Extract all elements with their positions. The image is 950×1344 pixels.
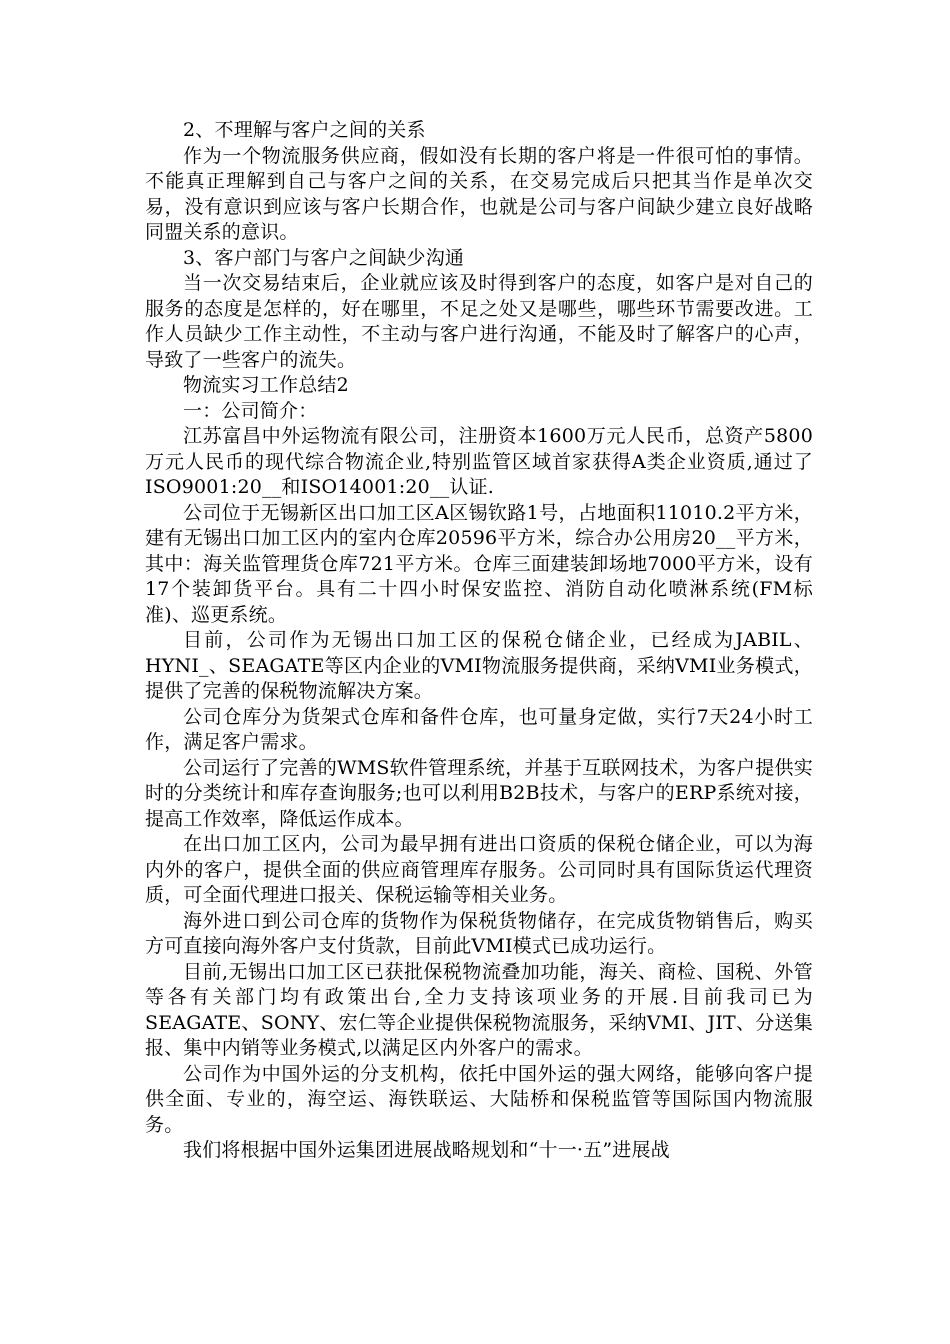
section-heading: 3、客户部门与客户之间缺少沟通 [183,246,465,269]
paragraph: 江苏富昌中外运物流有限公司，注册资本1600万元人民币，总资产5800万元人民币的现代综合物流企业,特别监管区域首家获得A类企业资质,通过了ISO9001:20__和ISO14001:20__认证. [145,425,813,498]
paragraph: 公司运行了完善的WMS软件管理系统，并基于互联网技术，为客户提供实时的分类统计和库存查询服务;也可以利用B2B技术，与客户的ERP系统对接，提高工作效率，降低运作成本。 [145,756,813,830]
paragraph: 作为一个物流服务供应商，假如没有长期的客户将是一件很可怕的事情。不能真正理解到自己与客户之间的关系，在交易完成后只把其当作是单次交易，没有意识到应该与客户长期合作，也就是公司与客户间缺少建立良好战略同盟关系的意识。 [145,144,813,243]
paragraph: 我们将根据中国外运集团进展战略规划和“十一·五”进展战 [183,1139,670,1161]
paragraph: 目前,无锡出口加工区已获批保税物流叠加功能，海关、商检、国税、外管等各有关部门均有政策出台,全力支持该项业务的开展.目前我司已为SEAGATE、SONY、宏仁等企业提供保税物流服务，采纳VMI、JIT、分送集报、集中内销等业务模式,以满足区内外客户的需求。 [145,960,813,1059]
document-body [145,118,813,1164]
paragraph: 在出口加工区内，公司为最早拥有进出口资质的保税仓储企业，可以为海内外的客户，提供全面的供应商管理库存服务。公司同时具有国际货运代理资质，可全面代理进口报关、保税运输等相关业务。 [145,833,813,906]
paragraph: 当一次交易结束后，企业就应该及时得到客户的态度，如客户是对自己的服务的态度是怎样的，好在哪里，不足之处又是哪些，哪些环节需要改进。工作人员缺少工作主动性，不主动与客户进行沟通，不能及时了解客户的心声，导致了一些客户的流失。 [145,272,813,371]
paragraph: 公司位于无锡新区出口加工区A区锡钦路1号，占地面积11010.2平方米，建有无锡出口加工区内的室内仓库20596平方米，综合办公用房20__平方米，其中：海关监管理货仓库721平方米。仓库三面建装卸场地7000平方米，设有17个装卸货平台。具有二十四小时保安监控、消防自动化喷淋系统(FM标准)、巡更系统。 [145,501,813,626]
document-title: 物流实习工作总结2 [183,374,349,396]
paragraph: 目前，公司作为无锡出口加工区的保税仓储企业，已经成为JABIL、HYNI_、SEAGATE等区内企业的VMI物流服务提供商，采纳VMI业务模式，提供了完善的保税物流解决方案。 [145,629,813,702]
section-heading: 2、不理解与客户之间的关系 [183,119,426,141]
paragraph: 海外进口到公司仓库的货物作为保税货物储存，在完成货物销售后，购买方可直接向海外客户支付货款，目前此VMI模式已成功运行。 [145,909,813,957]
paragraph: 公司仓库分为货架式仓库和备件仓库，也可量身定做，实行7天24小时工作，满足客户需求。 [145,705,813,753]
section-heading: 一：公司简介： [183,399,318,422]
paragraph: 公司作为中国外运的分支机构，依托中国外运的强大网络，能够向客户提供全面、专业的，海空运、海铁联运、大陆桥和保税监管等国际国内物流服务。 [145,1062,813,1136]
